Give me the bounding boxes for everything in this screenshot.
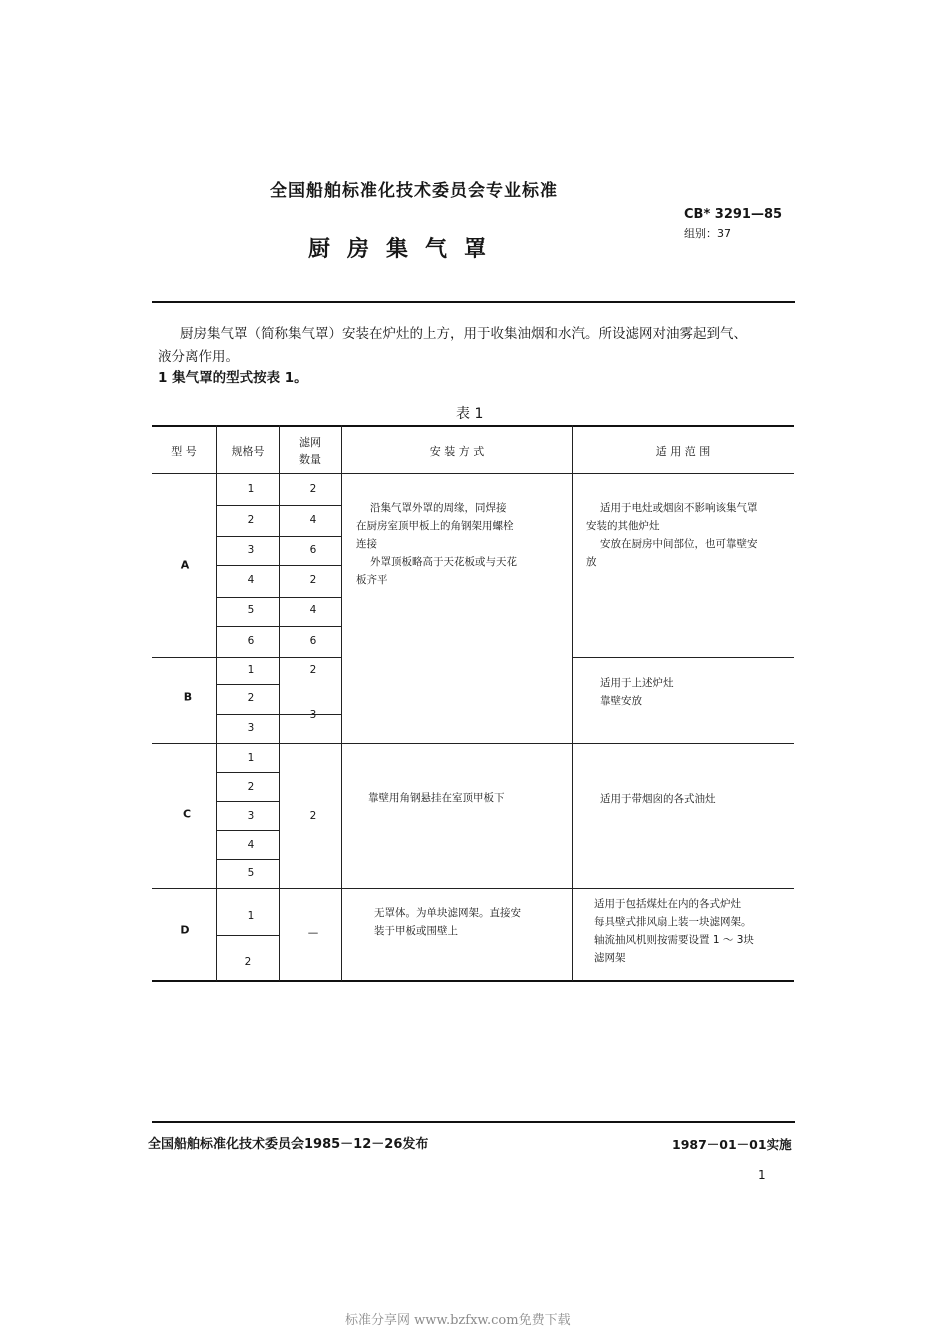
- install-line: 板齐平: [356, 574, 388, 586]
- spec-cell: 3: [247, 810, 255, 822]
- row-rule: [216, 830, 279, 831]
- row-rule: [216, 935, 279, 936]
- row-rule: [216, 859, 279, 860]
- filter-cell: 2: [309, 574, 317, 586]
- table-bottom-rule: [152, 980, 794, 982]
- header-spec: 规格号: [231, 445, 265, 458]
- header-type: 型 号: [171, 445, 197, 458]
- install-line: 连接: [356, 538, 377, 550]
- scope-line: 滤网架: [594, 952, 626, 964]
- clause-1: 1 集气罩的型式按表 1。: [158, 370, 308, 386]
- footer-divider: [152, 1121, 795, 1123]
- spec-cell: 1: [247, 483, 255, 495]
- issuing-organization: 全国船舶标准化技术委员会专业标准: [270, 181, 558, 201]
- group-rule: [572, 657, 794, 658]
- scope-line: 适用于上述炉灶: [600, 677, 674, 689]
- install-line: 靠壁用角钢悬挂在室顶甲板下: [368, 792, 505, 804]
- install-line: 无罩体。为单块滤网架。直接安: [374, 907, 521, 919]
- effective-date: 1987－01－01实施: [672, 1137, 792, 1152]
- scope-line: 安装的其他炉灶: [586, 520, 660, 532]
- group-rule: [152, 657, 341, 658]
- row-rule: [216, 801, 279, 802]
- install-line: 在厨房室顶甲板上的角钢架用螺栓: [356, 520, 514, 532]
- row-rule: [216, 684, 279, 685]
- page-number: 1: [758, 1168, 766, 1182]
- table-caption: 表 1: [456, 406, 484, 422]
- group-rule: [152, 888, 794, 889]
- column-rule: [572, 425, 573, 981]
- type-c: C: [182, 807, 192, 821]
- scope-text-a: [586, 499, 791, 571]
- spec-cell: 1: [247, 664, 255, 676]
- standard-group: 组别：37: [684, 227, 731, 240]
- filter-cell: 2: [309, 664, 317, 676]
- column-rule: [216, 425, 217, 981]
- spec-cell: 2: [247, 781, 255, 793]
- header-install: 安 装 方 式: [429, 445, 485, 458]
- table-top-rule: [152, 425, 794, 427]
- scope-line: 安放在厨房中间部位，也可靠壁安: [600, 538, 758, 550]
- filter-cell: 2: [309, 810, 317, 822]
- spec-cell: 2: [247, 514, 255, 526]
- filter-cell: 4: [309, 514, 317, 526]
- page-title: 厨房集气罩: [308, 237, 504, 262]
- spec-cell: 4: [247, 839, 255, 851]
- install-line: 沿集气罩外罩的周缘，同焊接: [370, 502, 507, 514]
- spec-cell: 1: [247, 910, 255, 922]
- header-bottom-rule: [152, 473, 794, 474]
- install-line: 外罩顶板略高于天花板或与天花: [370, 556, 517, 568]
- spec-cell: 1: [247, 752, 255, 764]
- spec-cell: 5: [247, 604, 255, 616]
- scope-line: 适用于带烟囱的各式油灶: [600, 793, 716, 805]
- filter-cell: 4: [309, 604, 317, 616]
- spec-cell: 5: [247, 867, 255, 879]
- filter-cell: 6: [309, 635, 317, 647]
- spec-cell: 6: [247, 635, 255, 647]
- install-line: 装于甲板或围壁上: [374, 925, 458, 937]
- scope-line: 适用于电灶或烟囱不影响该集气罩: [600, 502, 758, 514]
- type-b: B: [183, 690, 193, 704]
- scope-text-d: [594, 895, 794, 967]
- column-rule: [341, 425, 342, 981]
- install-text-ab: [356, 499, 568, 589]
- scope-line: 轴流抽风机则按需要设置 1 ～ 3块: [594, 934, 754, 946]
- install-text-d: [374, 904, 570, 940]
- scope-line: 适用于包括煤灶在内的各式炉灶: [594, 898, 741, 910]
- scope-line: 靠壁安放: [600, 695, 642, 707]
- intro-paragraph: [158, 323, 798, 369]
- intro-line-1: 厨房集气罩（简称集气罩）安装在炉灶的上方，用于收集油烟和水汽。所设滤网对油雾起到气、: [180, 326, 747, 342]
- column-rule: [279, 425, 280, 981]
- header-scope: 适 用 范 围: [655, 445, 711, 458]
- download-watermark: 标准分享网 www.bzfxw.com免费下载: [345, 1313, 571, 1328]
- header-filter-line2: 数量: [299, 453, 321, 466]
- intro-line-2: 液分离作用。: [158, 349, 239, 365]
- filter-cell: —: [307, 927, 319, 939]
- spec-cell: 3: [247, 544, 255, 556]
- install-text-c: [368, 789, 568, 807]
- type-d: D: [180, 923, 190, 937]
- spec-cell: 2: [247, 692, 255, 704]
- group-rule: [152, 743, 794, 744]
- type-table: [152, 425, 794, 982]
- scope-line: 放: [586, 556, 597, 568]
- filter-cell: 2: [309, 483, 317, 495]
- spec-cell: 4: [247, 574, 255, 586]
- spec-cell: 2: [244, 956, 252, 968]
- filter-cell: 3: [309, 709, 317, 721]
- issued-date: 全国船舶标准化技术委员会1985－12－26发布: [148, 1137, 429, 1152]
- standard-code: CB* 3291—85: [684, 207, 783, 222]
- scope-text-b: [600, 674, 790, 710]
- spec-cell: 3: [247, 722, 255, 734]
- scope-line: 每具壁式排风扇上装一块滤网架。: [594, 916, 752, 928]
- filter-cell: 6: [309, 544, 317, 556]
- header-filter-line1: 滤网: [299, 436, 321, 449]
- header-divider: [152, 301, 795, 303]
- type-a: A: [180, 558, 190, 572]
- scope-text-c: [600, 790, 790, 808]
- row-rule: [216, 772, 279, 773]
